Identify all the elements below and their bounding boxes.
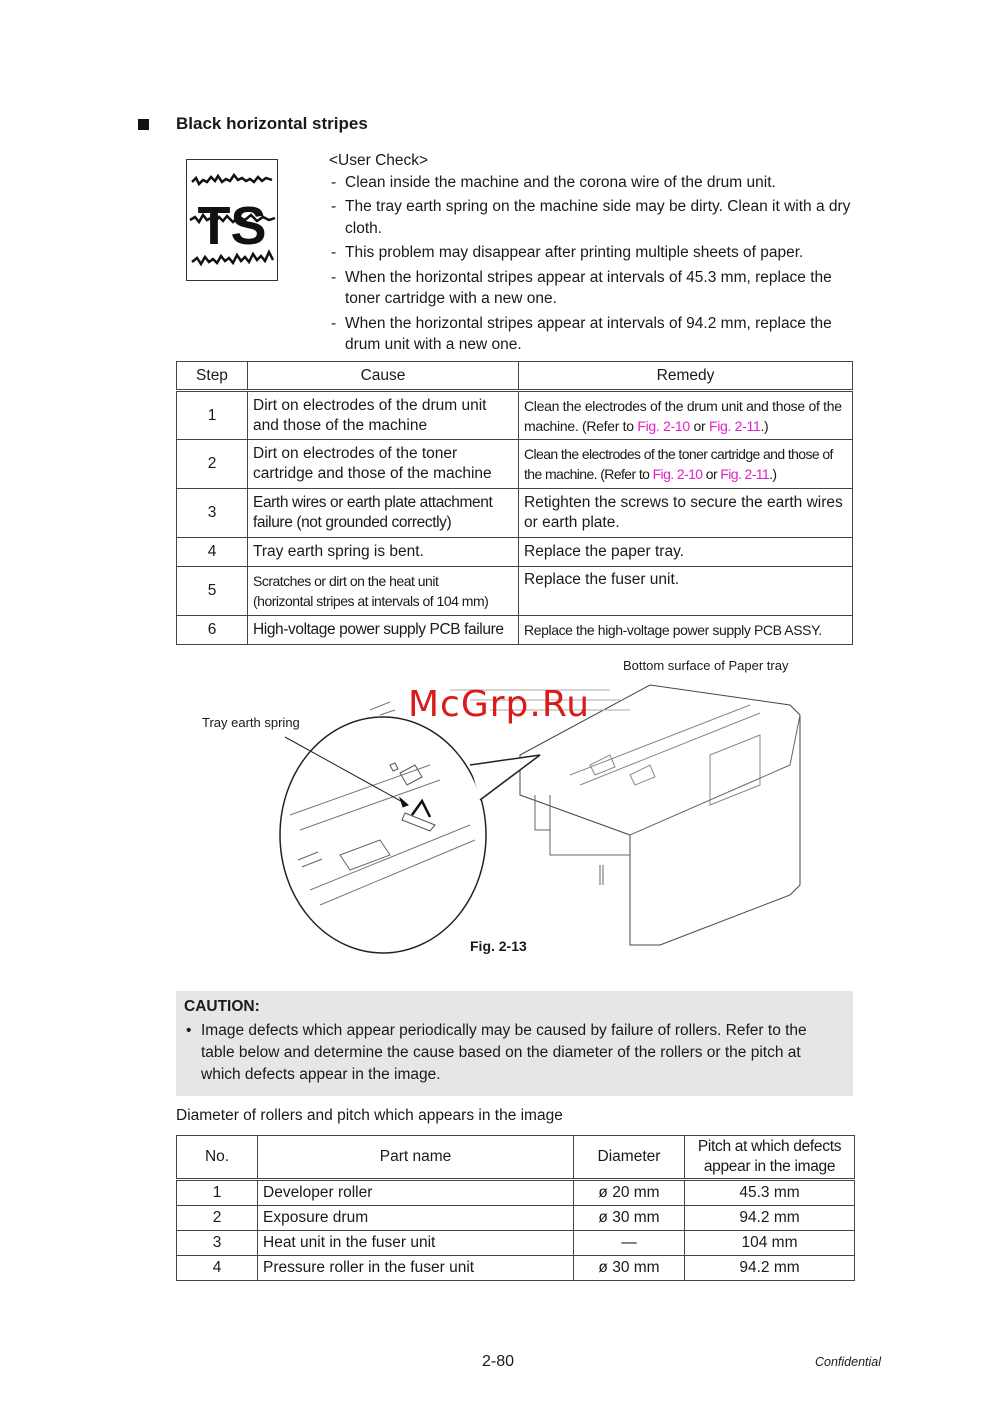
remedy-cell: Clean the electrodes of the drum unit and those of the machine. (Refer to Fig. 2-10 or Fig. 2-11.) — [519, 391, 853, 440]
rollers-table-caption: Diameter of rollers and pitch which appears in the image — [176, 1107, 563, 1124]
confidential-label: Confidential — [815, 1355, 882, 1369]
bottom-surface-label: Bottom surface of Paper tray — [623, 658, 789, 673]
table-row — [177, 489, 853, 538]
section-title: Black horizontal stripes — [176, 114, 368, 133]
rollers-table — [176, 1135, 855, 1281]
step-cell: 6 — [177, 616, 248, 645]
table-row — [177, 538, 853, 567]
cause-cell: Tray earth spring is bent. — [248, 538, 519, 567]
cause-cell: Scratches or dirt on the heat unit (horizontal stripes at intervals of 104 mm) — [248, 567, 519, 616]
tray-earth-spring-label: Tray earth spring — [202, 715, 300, 730]
caution-title: CAUTION: — [184, 998, 260, 1015]
table-row: 2 Exposure drum ø 30 mm 94.2 mm — [177, 1206, 855, 1231]
remedy-cell: Replace the high-voltage power supply PCB ASSY. — [519, 616, 853, 645]
cause-cell: High-voltage power supply PCB failure — [248, 616, 519, 645]
column-header-diameter: Diameter — [574, 1136, 685, 1180]
user-check-item: - The tray earth spring on the machine side may be dirty. Clean it with a dry cloth. — [331, 198, 851, 237]
table-row — [177, 440, 853, 489]
table-header-row — [177, 1136, 855, 1180]
table-row — [177, 616, 853, 645]
page-number: 2-80 — [482, 1353, 515, 1370]
user-check-item: - Clean inside the machine and the corona wire of the drum unit. — [331, 173, 776, 191]
step-cell: 3 — [177, 489, 248, 538]
column-header-no: No. — [177, 1136, 258, 1180]
table-row — [177, 391, 853, 440]
cause-cell: Earth wires or earth plate attachment failure (not grounded correctly) — [248, 489, 519, 538]
remedy-cell: Clean the electrodes of the toner cartridge and those of the machine. (Refer to Fig. 2-10 or Fig. 2-11.) — [519, 440, 853, 489]
fig-2-10-link[interactable]: Fig. 2-10 — [637, 417, 690, 434]
bullet-dot-icon: • — [186, 1022, 192, 1039]
caution-text: Image defects which appear periodically may be caused by failure of rollers. Refer to the table below and determine the cause based on the diameter of the rollers or the pitch at which defects appear in the image. — [201, 1022, 807, 1083]
table-row: 1 Developer roller ø 20 mm 45.3 mm — [177, 1180, 855, 1206]
svg-text:TS: TS — [197, 196, 267, 256]
step-cell: 2 — [177, 440, 248, 489]
column-header-part-name: Part name — [258, 1136, 574, 1180]
troubleshooting-table — [176, 361, 853, 645]
table-header-row — [177, 362, 853, 391]
section-heading — [138, 114, 368, 134]
user-check-item: - When the horizontal stripes appear at intervals of 94.2 mm, replace the drum unit with a new one. — [331, 314, 832, 353]
table-row: 4 Pressure roller in the fuser unit ø 30 mm 94.2 mm — [177, 1256, 855, 1281]
caution-box — [176, 991, 853, 1096]
fig-2-11-link[interactable]: Fig. 2-11 — [708, 417, 761, 434]
remedy-cell: Replace the paper tray. — [519, 538, 853, 567]
user-check-item: - When the horizontal stripes appear at intervals of 45.3 mm, replace the toner cartridge with a new one. — [331, 268, 832, 307]
caution-item — [186, 1020, 836, 1086]
cause-cell: Dirt on electrodes of the toner cartridge and those of the machine — [248, 440, 519, 489]
user-check-item: - This problem may disappear after printing multiple sheets of paper. — [331, 244, 804, 261]
horizontal-stripes-sample-icon — [186, 159, 278, 281]
user-check-list — [329, 150, 859, 356]
user-check-heading: <User Check> — [329, 152, 429, 169]
column-header-pitch: Pitch at which defects appear in the image — [685, 1136, 855, 1180]
remedy-cell: Retighten the screws to secure the earth wires or earth plate. — [519, 489, 853, 538]
fig-2-11-link[interactable]: Fig. 2-11 — [720, 466, 770, 482]
step-cell: 5 — [177, 567, 248, 616]
table-row: 3 Heat unit in the fuser unit — 104 mm — [177, 1231, 855, 1256]
figure-caption: Fig. 2-13 — [470, 938, 527, 954]
watermark: McGrp.Ru — [408, 684, 591, 725]
square-bullet-icon — [138, 119, 149, 130]
step-cell: 4 — [177, 538, 248, 567]
column-header-step: Step — [177, 362, 248, 391]
fig-2-10-link[interactable]: Fig. 2-10 — [652, 466, 703, 482]
step-cell: 1 — [177, 391, 248, 440]
column-header-cause: Cause — [248, 362, 519, 391]
column-header-remedy: Remedy — [519, 362, 853, 391]
remedy-cell: Replace the fuser unit. — [519, 567, 853, 616]
table-row — [177, 567, 853, 616]
cause-cell: Dirt on electrodes of the drum unit and those of the machine — [248, 391, 519, 440]
